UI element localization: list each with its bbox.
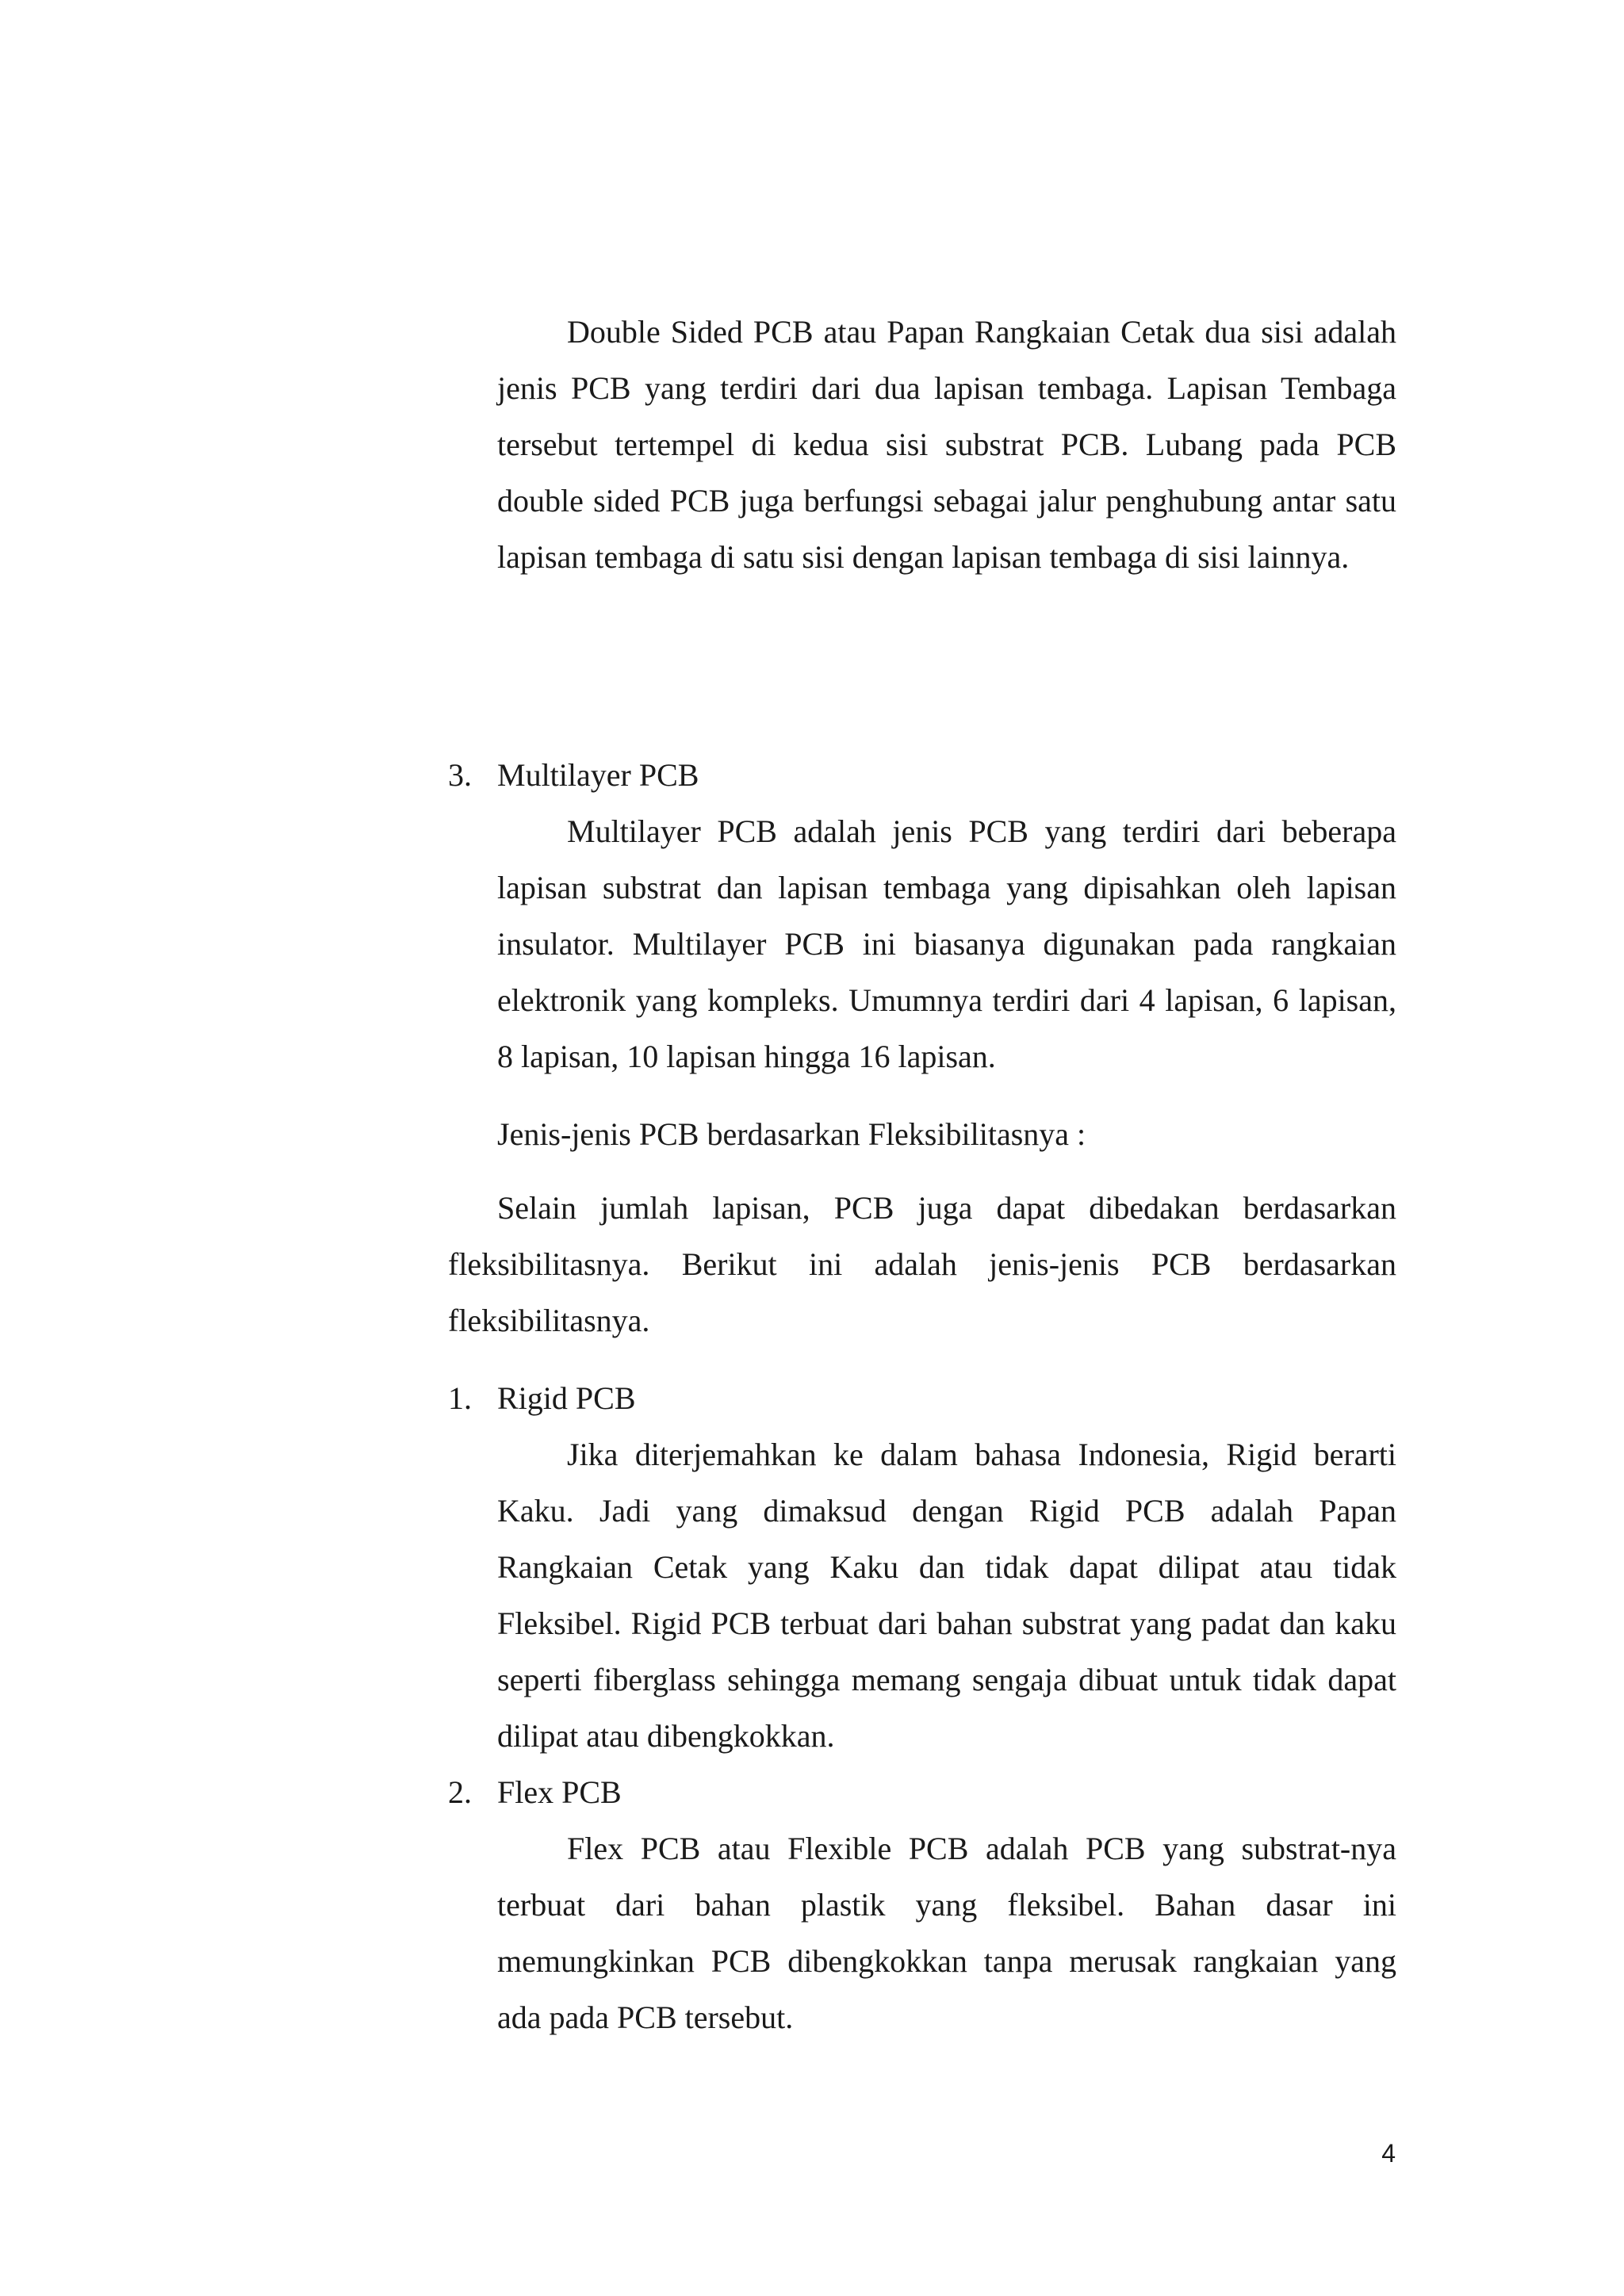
item-1-title: Rigid PCB — [497, 1380, 636, 1416]
item-2-title: Flex PCB — [497, 1774, 622, 1810]
flex-heading: Jenis-jenis PCB berdasarkan Fleksibilitasnya : — [497, 1116, 1086, 1152]
flex-intro-paragraph: Selain jumlah lapisan, PCB juga dapat dibedakan berdasarkan fleksibilitasnya. Berikut ini adalah jenis-jenis PCB berdasarkan fleksibilitasnya. — [448, 1190, 1396, 1338]
item-2-number: 2. — [448, 1774, 472, 1810]
intro-paragraph: Double Sided PCB atau Papan Rangkaian Cetak dua sisi adalah jenis PCB yang terdiri dari dua lapisan tembaga. Lapisan Tembaga tersebut tertempel di kedua sisi substrat PCB. Lubang pada PCB double sided PCB juga berfungsi sebagai jalur penghubung antar satu lapisan tembaga di satu sisi dengan lapisan tembaga di sisi lainnya. — [497, 314, 1396, 575]
section-3-number: 3. — [448, 757, 472, 793]
section-3-paragraph: Multilayer PCB adalah jenis PCB yang terdiri dari beberapa lapisan substrat dan lapisan tembaga yang dipisahkan oleh lapisan insulator. Multilayer PCB ini biasanya digunakan pada rangkaian elektronik yang kompleks. Umumnya terdiri dari 4 lapisan, 6 lapisan, 8 lapisan, 10 lapisan hingga 16 lapisan. — [497, 813, 1396, 1074]
item-2-paragraph: Flex PCB atau Flexible PCB adalah PCB yang substrat-nya terbuat dari bahan plastik yang fleksibel. Bahan dasar ini memungkinkan PCB dibengkokkan tanpa merusak rangkaian yang ada pada PCB tersebut. — [497, 1831, 1396, 2035]
page-number: 4 — [1381, 2139, 1396, 2168]
item-1-paragraph: Jika diterjemahkan ke dalam bahasa Indonesia, Rigid berarti Kaku. Jadi yang dimaksud dengan Rigid PCB adalah Papan Rangkaian Cetak yang Kaku dan tidak dapat dilipat atau tidak Fleksibel. Rigid PCB terbuat dari bahan substrat yang padat dan kaku seperti fiberglass sehingga memang sengaja dibuat untuk tidak dapat dilipat atau dibengkokkan. — [497, 1437, 1396, 1754]
section-3-title: Multilayer PCB — [497, 757, 699, 793]
item-1-number: 1. — [448, 1380, 472, 1416]
